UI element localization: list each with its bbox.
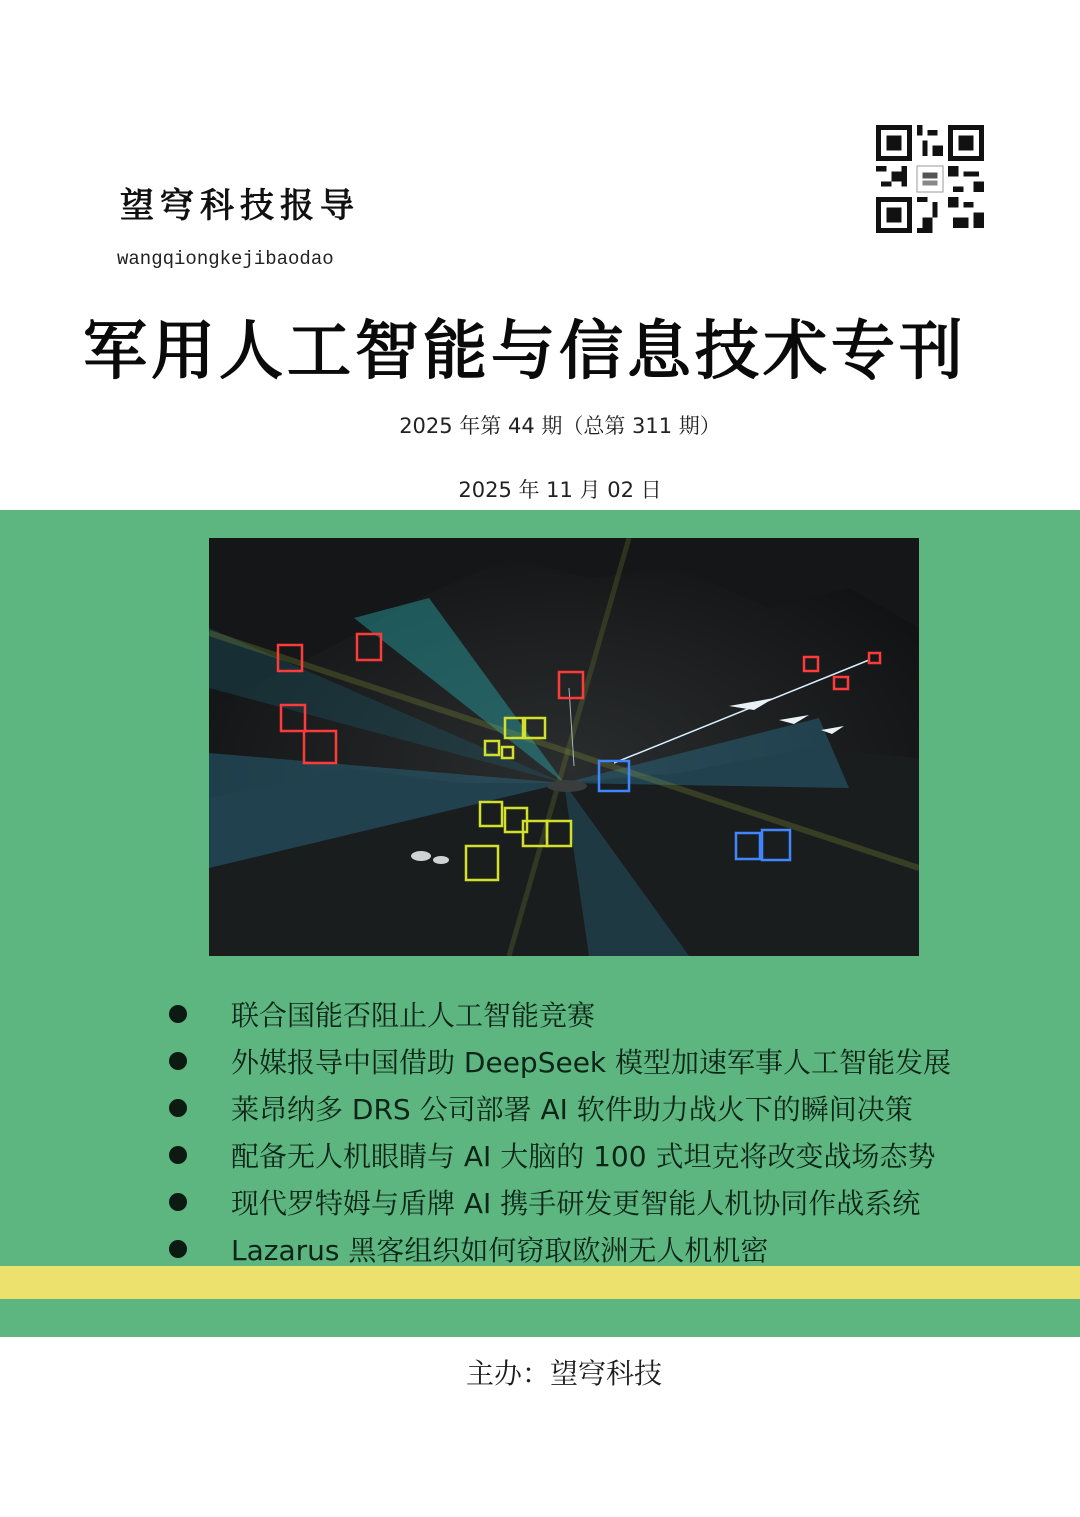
publication-date: 2025 年 11 月 02 日 [458, 478, 662, 502]
headline-text: 联合国能否阻止人工智能竞赛 [231, 998, 596, 1032]
list-item [165, 1178, 951, 1225]
qr-code-icon [876, 125, 984, 233]
bullet-icon [169, 1193, 187, 1211]
list-item [165, 1131, 951, 1178]
headline-text: 外媒报导中国借助 DeepSeek 模型加速军事人工智能发展 [231, 1045, 952, 1079]
headline-text: Lazarus 黑客组织如何窃取欧洲无人机机密 [231, 1233, 769, 1267]
brand-pinyin: wangqiongkejibaodao [117, 248, 334, 270]
bullet-icon [169, 1005, 187, 1023]
list-item [165, 1225, 951, 1272]
headline-text: 配备无人机眼睛与 AI 大脑的 100 式坦克将改变战场态势 [231, 1139, 936, 1173]
bullet-icon [169, 1052, 187, 1070]
list-item [165, 990, 951, 1037]
bullet-icon [169, 1146, 187, 1164]
issue-number: 2025 年第 44 期（总第 311 期） [399, 414, 721, 438]
list-item [165, 1037, 951, 1084]
headline-list [165, 990, 951, 1272]
headline-text: 莱昂纳多 DRS 公司部署 AI 软件助力战火下的瞬间决策 [231, 1092, 913, 1126]
headline-text: 现代罗特姆与盾牌 AI 携手研发更智能人机协同作战系统 [231, 1186, 921, 1220]
list-item [165, 1084, 951, 1131]
publication-title: 军用人工智能与信息技术专刊 [83, 314, 967, 389]
host-organization: 主办：望穹科技 [465, 1357, 662, 1390]
bullet-icon [169, 1099, 187, 1117]
brand-title: 望穹科技报导 [120, 186, 360, 226]
battlefield-ai-targeting-illustration [209, 538, 919, 956]
bullet-icon [169, 1240, 187, 1258]
